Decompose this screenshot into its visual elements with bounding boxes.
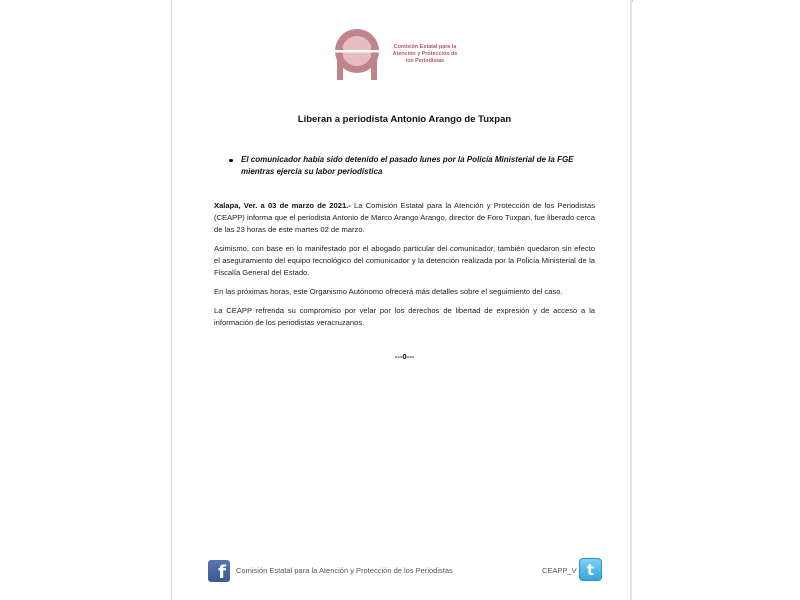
facebook-icon[interactable]: f — [208, 560, 230, 582]
document-page — [171, 0, 631, 600]
paragraph-1 — [214, 200, 595, 236]
bullet-text: El comunicador había sido detenido el pasado lunes por la Policía Ministerial de la FGE mientras ejercía su labor periodística — [241, 155, 574, 176]
document-title: Liberan a periodista Antonio Arango de Tuxpan — [297, 114, 512, 125]
paragraph-4: La CEAPP refrenda su compromiso por velar por los derechos de libertad de expresión y de acceso a la información de los periodistas veracruzanos. — [214, 306, 595, 327]
bullet-dot-icon — [229, 159, 233, 163]
end-separator: ---0--- — [394, 352, 415, 361]
paragraph-1-body: La Comisión Estatal para la Atención y Protección de los Periodistas (CEAPP) informa que el periodista Antonio de Marco Arango Arango, director de Foro Tuxpan, fue liberado cerca de las 23 horas de este martes 02 de marzo. — [214, 201, 596, 234]
dateline: Xalapa, Ver. a 03 de marzo de 2021.- — [214, 201, 351, 210]
page-right-edge — [630, 0, 631, 600]
logo-line-3: los Periodistas — [405, 58, 445, 64]
bullet-item — [229, 154, 599, 178]
paragraph-2: Asimismo, con base en lo manifestado por el abogado particular del comunicador, también quedaron sin efecto el aseguramiento del equipo tecnológico del comunicador y la detención realizada por la Policía Ministerial de la Fiscalía General del Estado. — [214, 244, 595, 277]
footer-twitter-handle: CEAPP_V — [542, 566, 577, 575]
logo-line-1: Comisión Estatal para la — [393, 44, 457, 50]
twitter-icon[interactable]: t — [579, 558, 602, 581]
logo-text — [380, 44, 470, 65]
paragraph-3: En las próximas horas, este Organismo Autónomo ofrecerá más detalles sobre el seguimiento del caso. — [214, 287, 563, 296]
footer-organization-name: Comisión Estatal para la Atención y Protección de los Periodistas — [236, 566, 453, 575]
logo-line-2: Atención y Protección de — [392, 51, 458, 57]
